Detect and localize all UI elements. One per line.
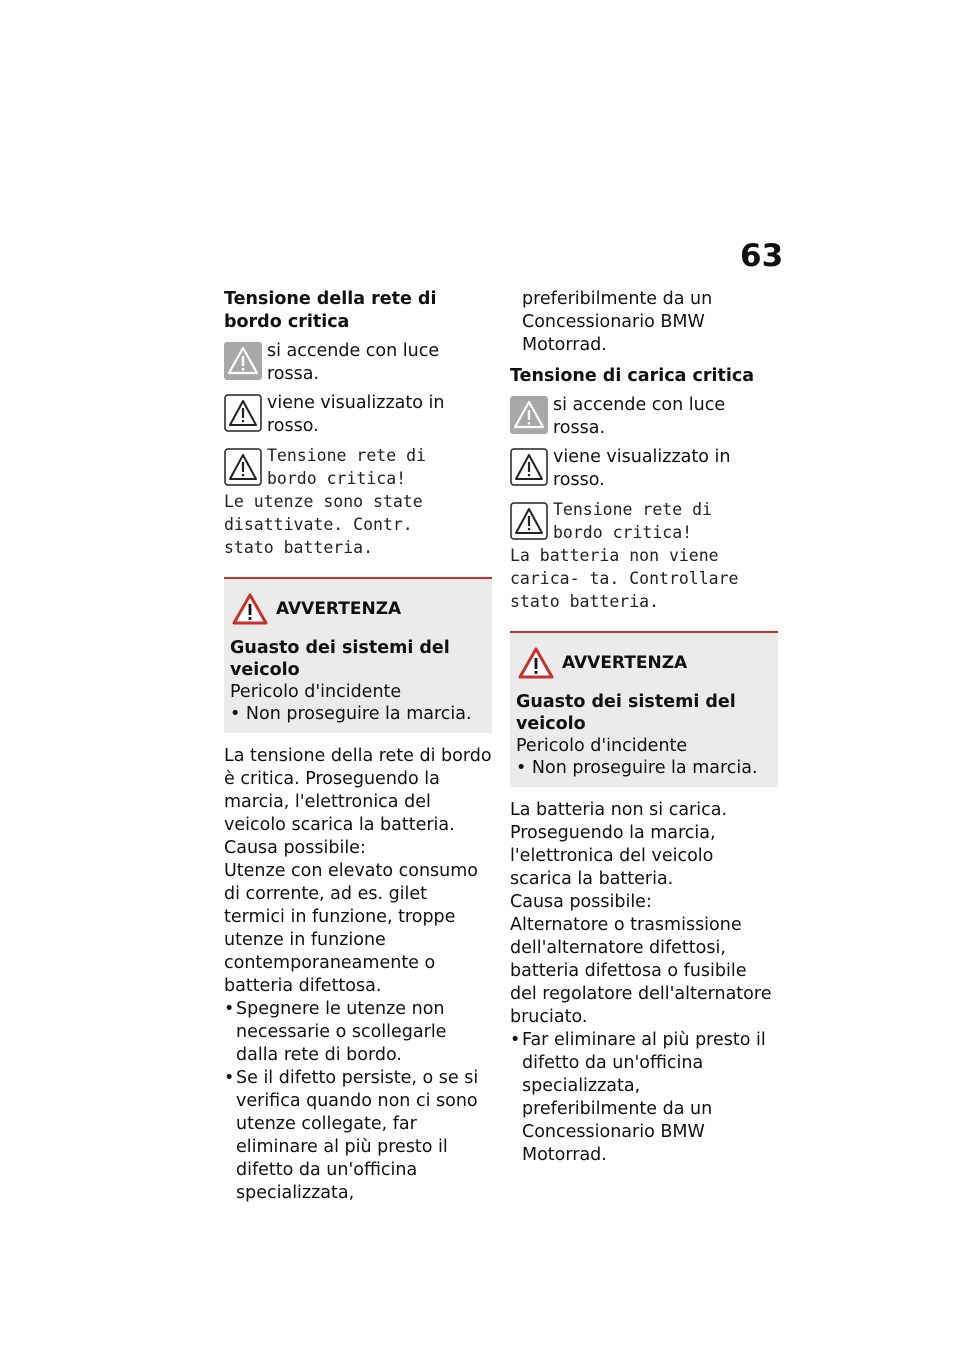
warning-box <box>224 577 492 733</box>
indicator-lamp-text: si accende con luce rossa. <box>267 341 440 384</box>
page-number: 63 <box>740 238 784 274</box>
display-message <box>224 444 492 559</box>
warning-risk: Pericolo d'incidente <box>230 682 402 702</box>
warning-triangle-icon <box>510 502 548 540</box>
action-list <box>224 998 492 1205</box>
indicator-lamp-row <box>510 394 778 440</box>
hazard-triangle-icon <box>232 593 268 625</box>
list-item: • Spegnere le utenze non necessarie o scollegarle dalla rete di bordo. <box>224 998 492 1067</box>
left-column <box>224 288 492 1205</box>
warning-risk: Pericolo d'incidente <box>516 736 688 756</box>
list-item: • Far eliminare al più presto il difetto da un'officina specializzata, preferibilmente da un Concessionario BMW Motorrad. <box>510 1029 778 1167</box>
hazard-triangle-icon <box>518 647 554 679</box>
action-list <box>510 1029 778 1167</box>
warning-action: • Non proseguire la marcia. <box>516 758 758 778</box>
warning-lamp-icon <box>224 342 262 380</box>
warning-action-text: Non proseguire la marcia. <box>531 758 758 778</box>
warning-triangle-icon <box>224 394 262 432</box>
display-line: bordo critica! <box>267 469 407 488</box>
warning-action: • Non proseguire la marcia. <box>230 704 472 724</box>
warning-title-row <box>518 647 772 679</box>
display-line: bordo critica! <box>553 523 693 542</box>
warning-title: AVVERTENZA <box>276 599 402 619</box>
warning-triangle-icon <box>224 448 262 486</box>
display-line: stato batteria. <box>510 592 660 611</box>
section-heading-charge-voltage: Tensione di carica critica <box>510 366 755 386</box>
warning-box <box>510 631 778 787</box>
warning-title-row <box>232 593 486 625</box>
warning-title: AVVERTENZA <box>562 653 688 673</box>
cause-text: Utenze con elevato consumo di corrente, ad es. gilet termici in funzione, troppe utenze in funzione contemporaneamente o batteria difettosa. <box>224 861 479 996</box>
right-column <box>510 288 778 1167</box>
indicator-display-row <box>510 446 778 492</box>
display-line: stato batteria. <box>224 538 374 557</box>
warning-lamp-icon <box>510 396 548 434</box>
cause-text: Alternatore o trasmissione dell'alternatore difettosi, batteria difettosa o fusibile del regolatore dell'alternatore bruciato. <box>510 915 772 1027</box>
indicator-display-text: viene visualizzato in rosso. <box>553 447 731 490</box>
display-line: La batteria non viene <box>510 546 719 565</box>
warning-subtitle: Guasto dei sistemi del veicolo <box>516 692 736 734</box>
display-line: Tensione rete di <box>267 446 426 465</box>
warning-action-text: Non proseguire la marcia. <box>245 704 472 724</box>
warning-subtitle: Guasto dei sistemi del veicolo <box>230 638 450 680</box>
list-item: • Se il difetto persiste, o se si verifica quando non ci sono utenze collegate, far eliminare al più presto il difetto da un'officina specializzata, <box>224 1067 492 1205</box>
indicator-display-row <box>224 392 492 438</box>
display-line: Tensione rete di <box>553 500 712 519</box>
section-heading-critical-voltage: Tensione della rete di bordo critica <box>224 289 437 332</box>
body-paragraph: La batteria non si carica. Proseguendo la marcia, l'elettronica del veicolo scarica la batteria. <box>510 800 728 889</box>
indicator-display-text: viene visualizzato in rosso. <box>267 393 445 436</box>
display-message-head <box>224 444 492 490</box>
continuation-text: preferibilmente da un Concessionario BMW Motorrad. <box>522 289 713 355</box>
display-line: Le utenze sono state <box>224 492 423 511</box>
cause-label: Causa possibile: <box>510 892 652 912</box>
display-line: disattivate. Contr. <box>224 515 413 534</box>
warning-triangle-icon <box>510 448 548 486</box>
indicator-lamp-row <box>224 340 492 386</box>
display-message <box>510 498 778 613</box>
display-line: carica- ta. Controllare <box>510 569 739 588</box>
display-message-head <box>510 498 778 544</box>
body-paragraph: La tensione della rete di bordo è critica. Proseguendo la marcia, l'elettronica del veicolo scarica la batteria. <box>224 746 492 835</box>
cause-label: Causa possibile: <box>224 838 366 858</box>
indicator-lamp-text: si accende con luce rossa. <box>553 395 726 438</box>
